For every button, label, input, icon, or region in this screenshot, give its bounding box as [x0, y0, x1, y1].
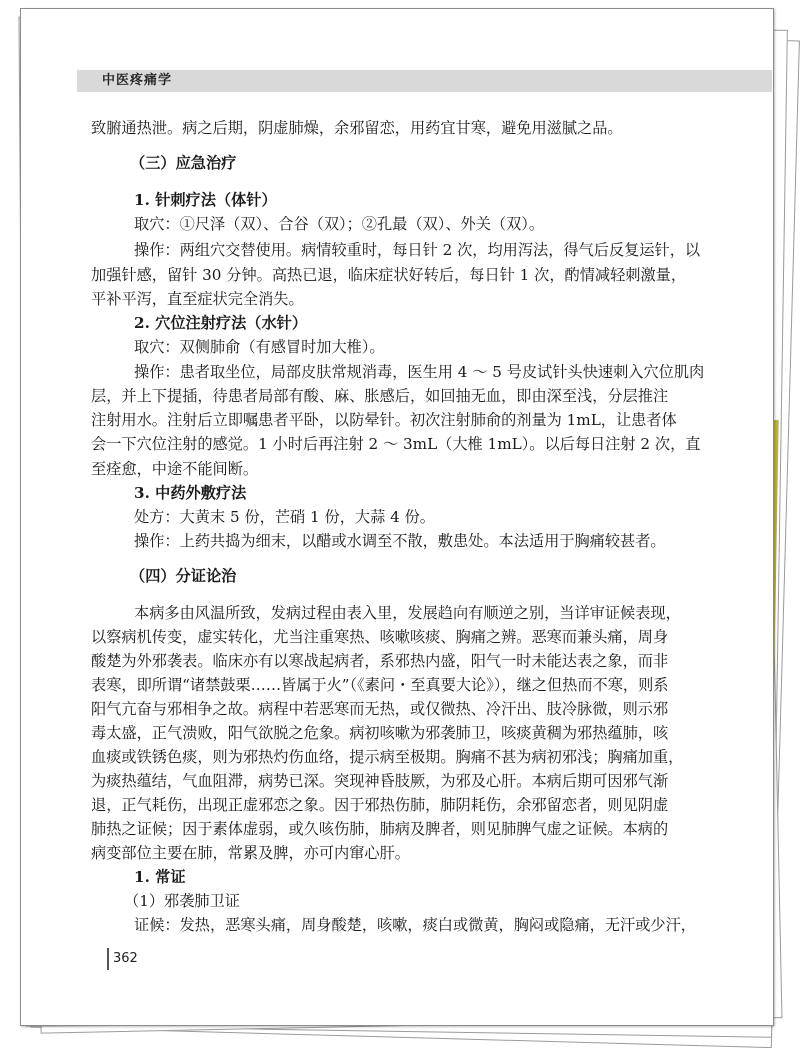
body-text-line: 至痊愈，中途不能间断。	[91, 460, 259, 478]
body-text-line: 操作：患者取坐位，局部皮肤常规消毒，医生用 4 ～ 5 号皮试针头快速刺入穴位肌肉	[134, 363, 705, 381]
body-text-line: 操作：两组穴交替使用。病情较重时，每日针 2 次，均用泻法，得气后反复运针，以	[134, 241, 701, 259]
body-text-line: 层，并上下提插，待患者局部有酸、麻、胀感后，如回抽无血，即由深至浅，分层推注	[91, 387, 669, 405]
body-text-line: 血痰或铁锈色痰，则为邪热灼伤血络，提示病至极期。胸痛不甚为病初邪浅；胸痛加重，	[91, 748, 684, 766]
body-text-line: 退，正气耗伤，出现正虚邪恋之象。因于邪热伤肺，肺阴耗伤，余邪留恋者，则见阴虚	[91, 796, 669, 814]
running-header-title: 中医疼痛学	[102, 73, 173, 88]
section-heading-emergency-treatment: （三）应急治疗	[130, 154, 237, 172]
body-text-line: 阳气亢奋与邪相争之故。病程中若恶寒而无热，或仅微热、冷汗出、肢冷脉微，则示邪	[91, 700, 669, 718]
body-text-line: 证候：发热，恶寒头痛，周身酸楚，咳嗽，痰白或微黄，胸闷或隐痛，无汗或少汗，	[134, 916, 696, 934]
syndrome-title: （1）邪袭肺卫证	[124, 892, 240, 910]
body-text-line: 会一下穴位注射的感觉。1 小时后再注射 2 ～ 3mL（大椎 1mL）。以后每日注射 2 次，直	[91, 435, 701, 453]
body-text-line: 为痰热蕴结，气血阻滞，病势已深。突现神昏肢厥，为邪及心肝。本病后期可因邪气渐	[91, 772, 669, 790]
body-text-line: 本病多由风温所致，发病过程由表入里，发展趋向有顺逆之别，当详审证候表现，	[134, 604, 681, 622]
body-text-line: 表寒，即所谓“诸禁鼓栗……皆属于火”（《素问・至真要大论》），继之但热而不寒，则系	[91, 676, 669, 694]
body-text-line: 肺热之证候；因于素体虚弱，或久咳伤肺，肺病及脾者，则见肺脾气虚之证候。本病的	[91, 820, 669, 838]
body-text-line: 注射用水。注射后立即嘱患者平卧，以防晕针。初次注射肺俞的剂量为 1mL，让患者体	[91, 411, 677, 429]
running-header-band	[77, 70, 772, 92]
body-text-line: 平补平泻，直至症状完全消失。	[91, 290, 304, 308]
body-text-line: 取穴：①尺泽（双）、合谷（双）；②孔最（双）、外关（双）。	[134, 215, 545, 233]
subheading-external-application: 3. 中药外敷疗法	[134, 484, 247, 502]
page-number-divider	[107, 948, 109, 970]
body-text-line: 取穴：双侧肺俞（有感冒时加大椎）。	[134, 338, 385, 356]
body-text-line: 加强针感，留针 30 分钟。高热已退，临床症状好转后，每日针 1 次，酌情减轻刺激量，	[91, 266, 687, 284]
body-text-line: 以察病机传变，虚实转化，尤当注重寒热、咳嗽咳痰、胸痛之辨。恶寒而兼头痛，周身	[91, 628, 669, 646]
subheading-acupuncture: 1. 针刺疗法（体针）	[134, 191, 277, 209]
subheading-common-syndromes: 1. 常证	[134, 868, 186, 886]
body-text-line: 毒太盛，正气溃败，阳气欲脱之危象。病初咳嗽为邪袭肺卫，咳痰黄稠为邪热蕴肺，咳	[91, 724, 669, 742]
body-text-line: 病变部位主要在肺，常累及脾，亦可内窜心肝。	[91, 844, 410, 862]
body-text-line: 致腑通热泄。病之后期，阴虚肺燥，余邪留恋，用药宜甘寒，避免用滋腻之品。	[91, 119, 623, 137]
body-text-line: 操作：上药共捣为细末，以醋或水调至不散，敷患处。本法适用于胸痛较甚者。	[134, 532, 666, 550]
section-heading-syndrome-differentiation: （四）分证论治	[130, 567, 237, 585]
page-number: 362	[113, 951, 138, 966]
subheading-point-injection: 2. 穴位注射疗法（水针）	[134, 314, 308, 332]
body-text-line: 处方：大黄末 5 份，芒硝 1 份，大蒜 4 份。	[134, 508, 435, 526]
body-text-line: 酸楚为外邪袭表。临床亦有以寒战起病者，系邪热内盛，阳气一时未能达表之象，而非	[91, 652, 669, 670]
